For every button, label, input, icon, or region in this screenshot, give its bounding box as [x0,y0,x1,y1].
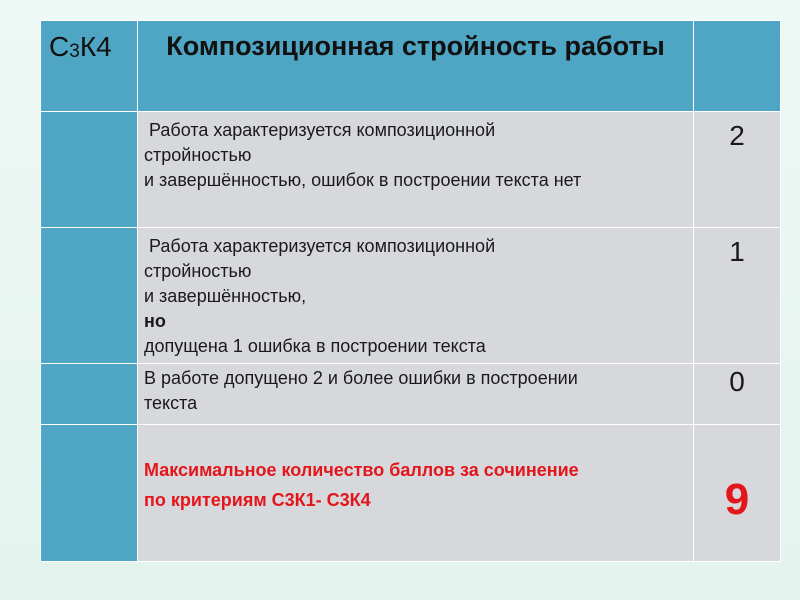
description-cell [138,112,694,228]
score-cell [694,425,781,562]
table-row [41,112,781,228]
table-row [41,228,781,364]
description-cell [138,364,694,425]
header-score-cell [694,21,781,112]
row-score: 0 [729,366,745,397]
row-description: Работа характеризуется композиционной стройностью и завершённостью, ошибок в построении текста нет [144,120,582,190]
table-row [41,364,781,425]
description-cell [138,228,694,364]
criterion-code: C3К4 [49,31,112,62]
table-header-row [41,21,781,112]
score-cell [694,364,781,425]
row-score: 1 [729,236,745,267]
criterion-title-cell [138,21,694,112]
criterion-code-cell [41,21,138,112]
row-score: 2 [729,120,745,151]
max-score: 9 [724,475,750,524]
row-description: В работе допущено 2 и более ошибки в построении текста [144,368,578,413]
criteria-table [40,20,781,562]
criterion-title: Композиционная стройность работы [166,31,665,61]
code-cell [41,425,138,562]
code-cell [41,364,138,425]
table-row [41,425,781,562]
code-cell [41,228,138,364]
code-cell [41,112,138,228]
score-cell [694,228,781,364]
max-score-description: Максимальное количество баллов за сочинение по критериям С3К1- С3К4 [144,460,579,510]
row-description: Работа характеризуется композиционной стройностью и завершённостью, но допущена 1 ошибка в построении текста [144,236,496,356]
description-cell [138,425,694,562]
score-cell [694,112,781,228]
